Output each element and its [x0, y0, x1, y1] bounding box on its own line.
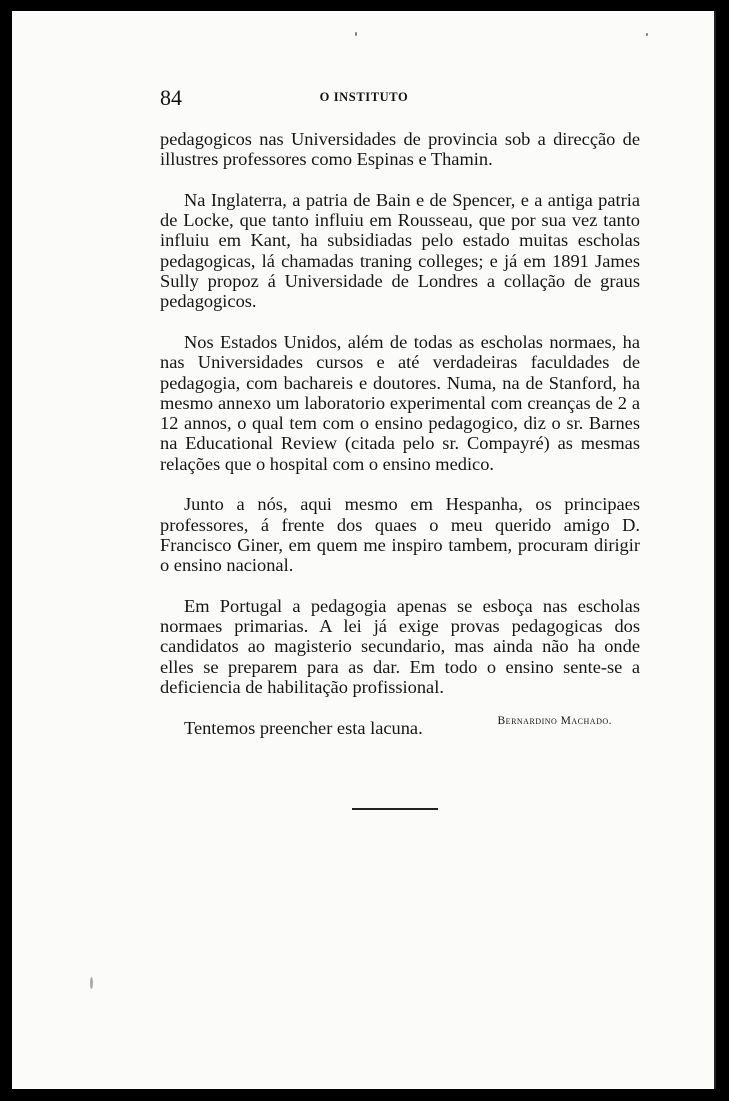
paragraph-continuation: pedagogicos nas Universidades de provincia sob a direcção de illustres professores como Espinas e Thamin. — [160, 129, 640, 170]
scan-edge — [718, 0, 729, 1101]
paper-speck — [90, 977, 93, 989]
paragraph-conclusion: Tentemos preencher esta lacuna. — [184, 717, 423, 738]
author-signature: Bernardino Machado. — [497, 715, 612, 727]
paper-speck — [646, 33, 648, 36]
paragraph-portugal: Em Portugal a pedagogia apenas se esboça nas escholas normaes primarias. A lei já exige provas pedagogicas dos candidatos ao magisterio secundario, mas ainda não ha onde elles se preparem para as dar. Em todo o ensino sente-se a deficiencia de habilitação profissional. — [160, 595, 640, 698]
book-page — [12, 11, 716, 1089]
running-title: O INSTITUTO — [319, 90, 409, 104]
page-number: 84 — [160, 85, 182, 110]
paper-speck — [355, 32, 357, 36]
paragraph-estados-unidos: Nos Estados Unidos, além de todas as escholas normaes, ha nas Universidades cursos e até verdadeiras faculdades de pedagogia, com bachareis e doutores. Numa, na de Stanford, ha mesmo annexo um laboratorio experimental com creanças de 2 a 12 annos, o qual tem com o ensino pedagogico, diz o sr. Barnes na Educational Review (citada pelo sr. Compayré) as mesmas relações que o hospital com o ensino medico. — [160, 331, 640, 474]
body-text — [160, 129, 640, 758]
closing-rule — [352, 808, 438, 810]
paragraph-inglaterra: Na Inglaterra, a patria de Bain e de Spencer, e a antiga patria de Locke, que tanto influiu em Rousseau, que por sua vez tanto influiu em Kant, ha subsidiadas pelo estado muitas escholas pedagogicas, lá chamadas traning colleges; e já em 1891 James Sully propoz á Universidade de Londres a collação de graus pedagogicos. — [160, 189, 640, 312]
paragraph-hespanha: Junto a nós, aqui mesmo em Hespanha, os principaes professores, á frente dos quaes o meu querido amigo D. Francisco Giner, em quem me inspiro tambem, procuram dirigir o ensino nacional. — [160, 494, 640, 576]
